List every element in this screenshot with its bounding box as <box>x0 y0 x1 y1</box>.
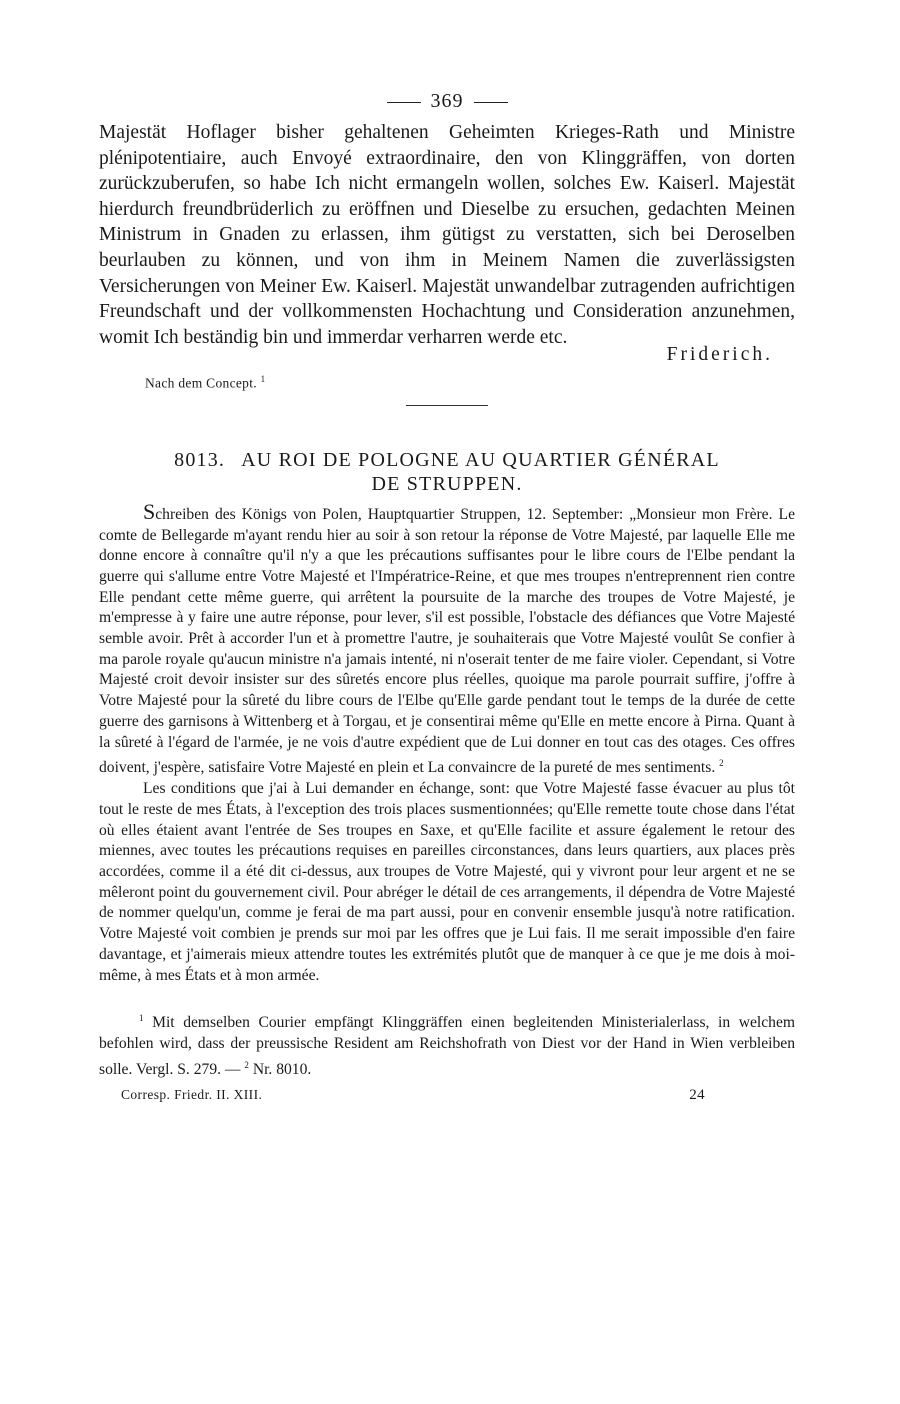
header-dash-right <box>474 102 508 103</box>
page-number: 369 <box>430 90 464 112</box>
document-title-line1 <box>99 448 795 472</box>
document-title-text1: AU ROI DE POLOGNE AU QUARTIER GÉNÉRAL <box>241 448 720 471</box>
footnotes <box>99 1008 795 1080</box>
footnote-2-marker: 2 <box>244 1059 249 1070</box>
letter-paragraph-1 <box>99 498 795 779</box>
source-note <box>145 370 795 393</box>
footnote-1-marker: 1 <box>139 1013 144 1024</box>
source-note-text: Nach dem Concept. <box>145 375 257 391</box>
document-number: 8013. <box>174 448 226 471</box>
letter-paragraph-1-text: chreiben des Königs von Polen, Hauptquartier Struppen, 12. September: „Monsieur mon Frère. Le comte de Bellegarde m'ayant rendu hier au soir à son retour la réponse de Votre Majesté, par laquelle Elle me donne encore à connaître qu'il n'y a que les précautions suffisantes pour le libre cours de l'Elbe pendant la guerre qui s'allume entre Votre Majesté et l'Impératrice-Reine, et que mes troupes n'entreprennent rien contre Elle pendant cette même guerre, qui arrêtent la poursuite de la marche des troupes de Votre Majesté, je m'empresse à y faire une autre réponse, pour lever, s'il est possible, l'obstacle des défiances que Votre Majesté semble avoir. Prêt à accorder l'un et à promettre l'autre, je souhaiterais que Votre Majesté voulût Se confier à ma parole royale qu'aucun ministre n'a jamais intenté, ni n'oserait tenter de me faire violer. Cependant, si Votre Majesté croit devoir insister sur des sûretés encore plus réelles, quoique ma parole pourrait suffire, j'offre à Votre Majesté pour la sûreté du libre cours de l'Elbe qu'Elle garde pendant tout le temps de la durée de cette guerre des garnisons à Wittenberg et à Torgau, et je consentirai même qu'Elle en mette encore à Pirna. Quant à la sûreté à l'égard de l'armée, je ne vois d'autre expédient que de Lui donner en tout cas des otages. Ces offres doivent, j'espère, satisfaire Votre Majesté en plein et La convaincre de la pureté de mes sentiments. <box>99 505 795 777</box>
section-divider <box>406 405 488 406</box>
footer-sheet-number: 24 <box>689 1086 705 1103</box>
signature-row <box>99 344 795 368</box>
document-title <box>99 448 795 496</box>
source-note-marker: 1 <box>260 374 266 385</box>
page <box>99 88 795 1104</box>
footer-signature-mark: Corresp. Friedr. II. XIII. <box>121 1086 263 1102</box>
letter-dropcap: S <box>143 498 156 524</box>
letter-paragraph-1-marker: 2 <box>719 758 724 769</box>
footnote-1-text: Mit demselben Courier empfängt Klinggräffen einen begleitenden Ministerialerlass, in welchem befohlen wird, dass der preussische Resident am Reichshofrath von Diest vor der Hand in Wien verbleiben solle. Vergl. S. 279. — <box>99 1014 795 1078</box>
page-footer <box>99 1087 795 1104</box>
footnote-1 <box>99 1008 795 1080</box>
footnote-2-text: Nr. 8010. <box>252 1060 312 1078</box>
continuation-paragraph: Majestät Hoflager bisher gehaltenen Geheimten Krieges-Rath und Ministre plénipotentiaire, auch Envoyé extraordinaire, den von Klinggräffen, von dorten zurückzuberufen, so habe Ich nicht ermangeln wollen, solches Ew. Kaiserl. Majestät hierdurch freundbrüderlich zu eröffnen und Dieselbe zu ersuchen, gedachten Meinen Ministrum in Gnaden zu erlassen, ihm gütigst zu verstatten, sich bei Deroselben beurlauben zu können, und von ihm in Meinem Namen die zuverlässigsten Versicherungen von Meiner Ew. Kaiserl. Majestät unwandelbar zutragenden aufrichtigen Freundschaft und der vollkommensten Hochachtung und Consideration anzunehmen, womit Ich beständig bin und immerdar verharren werde etc. <box>99 122 795 348</box>
header-dash-left <box>387 102 421 103</box>
letter-paragraph-2: Les conditions que j'ai à Lui demander en échange, sont: que Votre Majesté fasse évacuer au plus tôt tout le reste de mes États, à l'exception des trois places susmentionnées; qu'Elle remette toute chose dans l'état où elles étaient avant l'entrée de Ses troupes en Saxe, et qu'Elle facilite et assure également le retour des miennes, avec toutes les précautions requises en pareilles circonstances, dans leurs quartiers, aux places près accordées, comme il a été dit ci-dessus, aux troupes de Votre Majesté, qui y vivront pour leur argent et ne se mêleront point du gouvernement civil. Pour abréger le détail de ces arrangements, il dépendra de Votre Majesté de nommer quelqu'un, comme je ferai de ma part aussi, pour en convenir ensemble jusqu'à notre ratification. Votre Majesté voit combien je prends sur moi par les offres que je Lui fais. Il me serait impossible d'en faire davantage, et j'aimerais mieux attendre toutes les extrémités plutôt que de manquer à ce que je me dois à moi-même, à mes États et à mon armée. <box>99 780 795 984</box>
document-title-line2: DE STRUPPEN. <box>371 472 523 495</box>
signature: Friderich. <box>666 344 773 366</box>
page-number-header <box>99 88 795 118</box>
